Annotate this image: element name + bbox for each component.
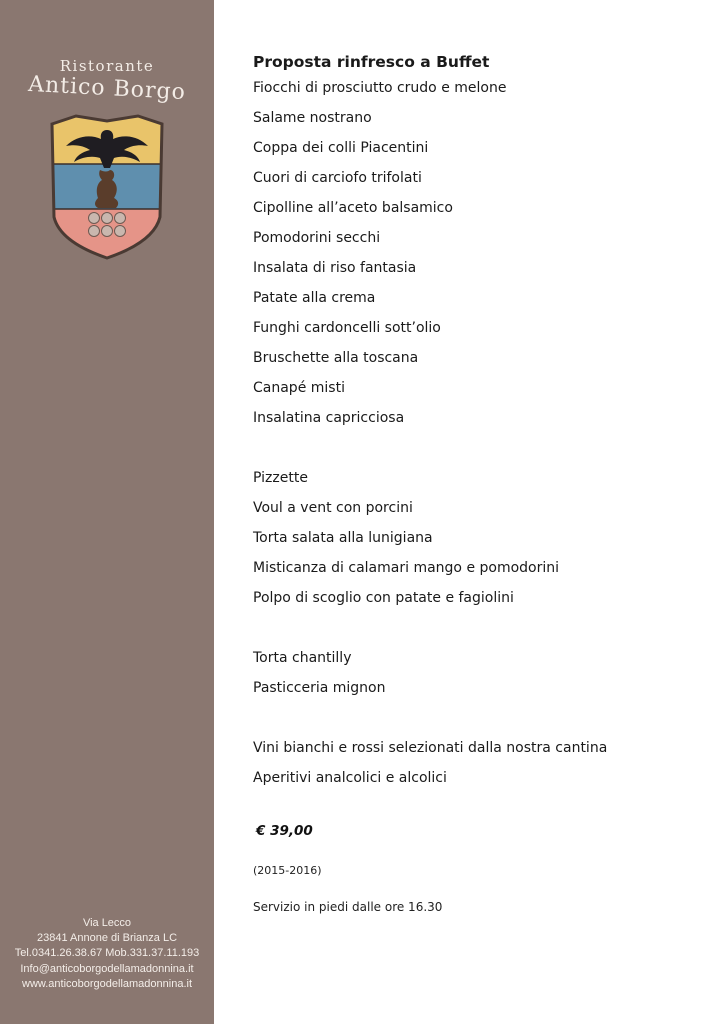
menu-item: Voul a vent con porcini	[253, 500, 413, 516]
menu-group-antipasti	[253, 73, 693, 433]
menu-item: Canapé misti	[253, 380, 345, 396]
contact-info	[0, 916, 214, 992]
menu-group-dolci	[253, 643, 693, 703]
contact-phone: Tel.0341.26.38.67 Mob.331.37.11.193	[14, 947, 200, 960]
menu-item: Aperitivi analcolici e alcolici	[253, 770, 447, 786]
menu-price: € 39,00	[256, 823, 313, 839]
sidebar	[0, 0, 214, 1024]
menu-item: Torta salata alla lunigiana	[253, 530, 433, 546]
contact-street: Via Lecco	[82, 917, 132, 929]
menu-item: Polpo di scoglio con patate e fagiolini	[253, 590, 514, 606]
menu-group-bevande	[253, 733, 693, 793]
contact-website[interactable]: www.anticoborgodellamadonnina.it	[22, 977, 192, 990]
contact-email[interactable]: Info@anticoborgodellamadonnina.it	[20, 962, 194, 975]
menu-item: Pasticceria mignon	[253, 680, 386, 696]
menu-item: Pomodorini secchi	[253, 230, 381, 246]
menu-item: Bruschette alla toscana	[253, 350, 419, 366]
menu-item: Patate alla crema	[253, 290, 376, 306]
menu-item: Pizzette	[253, 470, 308, 486]
menu-title: Proposta rinfresco a Buffet	[253, 53, 490, 71]
section-spacer	[253, 613, 693, 643]
menu-item: Vini bianchi e rossi selezionati dalla nostra cantina	[253, 740, 608, 756]
menu-content	[253, 52, 693, 793]
menu-item: Cipolline all’aceto balsamico	[253, 200, 453, 216]
menu-group-caldi	[253, 463, 693, 613]
service-note: Servizio in piedi dalle ore 16.30	[253, 900, 443, 914]
coat-of-arms-icon	[46, 112, 168, 262]
brand-title: Antico Borgo	[27, 71, 187, 106]
menu-item: Funghi cardoncelli sott’olio	[253, 320, 441, 336]
menu-years: (2015-2016)	[253, 864, 322, 877]
menu-item: Insalata di riso fantasia	[253, 260, 417, 276]
menu-item: Insalatina capricciosa	[253, 410, 405, 426]
menu-item: Misticanza di calamari mango e pomodorini	[253, 560, 560, 576]
section-spacer	[253, 433, 693, 463]
menu-item: Salame nostrano	[253, 110, 372, 126]
section-spacer	[253, 703, 693, 733]
brand-subtitle: Ristorante	[59, 57, 155, 75]
menu-item: Cuori di carciofo trifolati	[253, 170, 422, 186]
menu-item: Fiocchi di prosciutto crudo e melone	[253, 80, 507, 96]
menu-item: Coppa dei colli Piacentini	[253, 140, 429, 156]
menu-item: Torta chantilly	[253, 650, 352, 666]
contact-city: 23841 Annone di Brianza LC	[36, 932, 178, 945]
